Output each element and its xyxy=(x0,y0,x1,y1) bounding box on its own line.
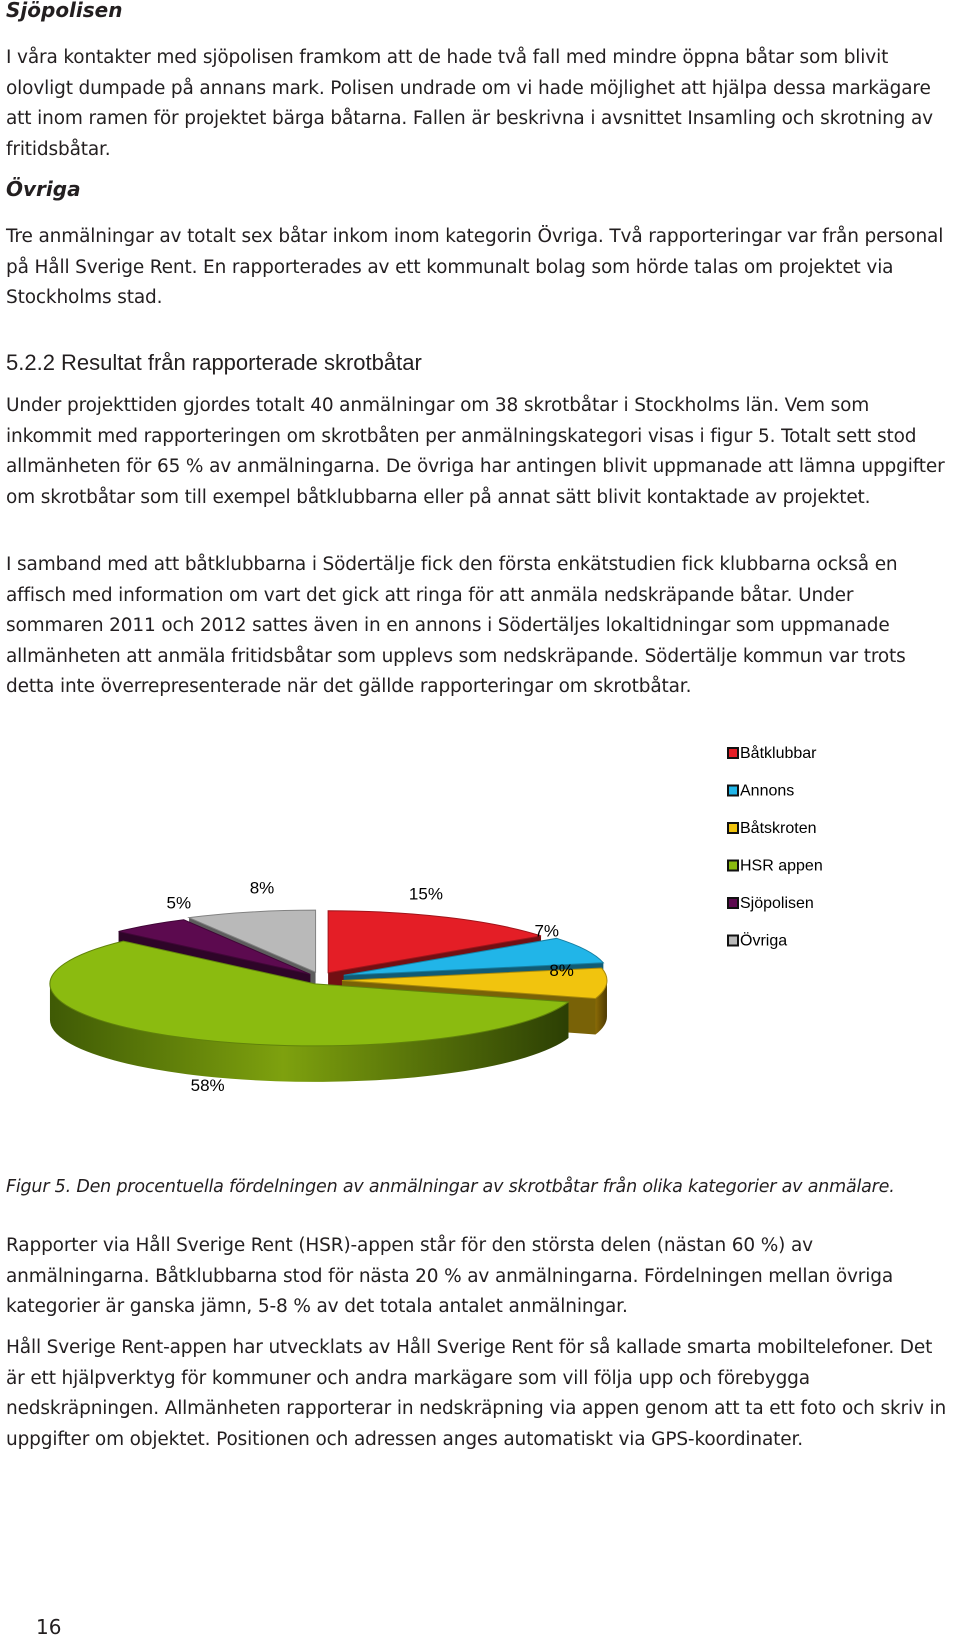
legend-item-annons xyxy=(728,783,794,800)
legend-item-ovriga xyxy=(728,932,787,950)
paragraph-sodertalje: I samband med att båtklubbarna i Södertälje fick den första enkätstudien fick klubbarna också en affisch med information om vart det gick att ringa för att anmäla nedskräpande båtar. Under sommaren 2011 och 2012 sattes även in en annons i Södertäljes lokaltidningar som uppmanade allmänheten att anmäla fritidsbåtar som upplevs som nedskräpande. Södertälje kommun var trots detta inte överrepresenterade när det gällde rapporteringar om skrotbåtar. xyxy=(6,554,906,697)
legend-label-annons: Annons xyxy=(740,782,795,800)
legend-swatch-ovriga xyxy=(728,936,738,946)
pie-chart xyxy=(0,745,960,1180)
heading-sjopolisen: Sjöpolisen xyxy=(6,0,123,22)
paragraph-sjopolisen: I våra kontakter med sjöpolisen framkom att de hade två fall med mindre öppna båtar som blivit olovligt dumpade på annans mark. Polisen undrade om vi hade möjlighet att hjälpa dessa markägare att inom ramen för projektet bärga båtarna. Fallen är beskrivna i avsnittet Insamling och skrotning av fritidsbåtar. xyxy=(6,47,933,160)
heading-ovriga: Övriga xyxy=(6,177,81,201)
legend-item-sjopolisen xyxy=(728,895,814,912)
data-label-annons: 7% xyxy=(534,921,560,941)
paragraph-results: Under projekttiden gjordes totalt 40 anmälningar om 38 skrotbåtar i Stockholms län. Vem som inkommit med rapporteringen om skrotbåten per anmälningskategori visas i figur 5. Totalt sett stod allmänheten för 65 % av anmälningarna. De övriga har antingen blivit uppmanade att lämna uppgifter om skrotbåtar som till exempel båtklubbarna eller på annat sätt blivit kontaktade av projektet. xyxy=(6,395,945,508)
legend-swatch-annons xyxy=(728,786,738,796)
paragraph-hsr-app: Håll Sverige Rent-appen har utvecklats av Håll Sverige Rent för så kallade smarta mobiltelefoner. Det är ett hjälpverktyg för kommuner och andra markägare som vill följa upp och förebygga nedskräpningen. Allmänheten rapporterar in nedskräpning via appen genom att ta ett foto och skriv in uppgifter om objektet. Positionen och adressen anges automatiskt via GPS-koordinater. xyxy=(6,1337,947,1450)
data-label-batklubbar: 15% xyxy=(408,884,443,904)
data-label-hsr-appen: 58% xyxy=(190,1076,225,1096)
legend-swatch-sjopolisen xyxy=(728,898,738,908)
legend-item-batskroten xyxy=(728,819,816,837)
legend-item-batklubbar xyxy=(728,744,817,762)
legend-swatch-batklubbar xyxy=(728,748,738,758)
legend-label-batskroten: Båtskroten xyxy=(740,820,817,837)
paragraph-ovriga: Tre anmälningar av totalt sex båtar inkom inom kategorin Övriga. Två rapporteringar var från personal på Håll Sverige Rent. En rapporterades av ett kommunalt bolag som hörde talas om projektet via Stockholms stad. xyxy=(6,226,944,308)
legend-item-hsr-appen xyxy=(728,858,823,875)
chart-legend xyxy=(728,744,823,950)
chart-slices xyxy=(50,910,607,1082)
legend-swatch-hsr-appen xyxy=(728,861,738,871)
legend-label-hsr-appen: HSR appen xyxy=(740,857,823,875)
section-heading: 5.2.2 Resultat från rapporterade skrotbåtar xyxy=(6,350,422,375)
figure-caption: Figur 5. Den procentuella fördelningen av anmälningar av skrotbåtar från olika kategorier av anmälare. xyxy=(6,1177,895,1197)
legend-label-sjopolisen: Sjöpolisen xyxy=(740,895,814,912)
data-label-sjopolisen: 5% xyxy=(166,893,192,913)
legend-swatch-batskroten xyxy=(728,823,738,833)
paragraph-hsr-share: Rapporter via Håll Sverige Rent (HSR)-appen står för den största delen (nästan 60 %) av anmälningarna. Båtklubbarna stod för nästa 20 % av anmälningarna. Fördelningen mellan övriga kategorier är ganska jämn, 5-8 % av det totala antalet anmälningar. xyxy=(6,1235,894,1317)
data-label-ovriga: 8% xyxy=(249,878,275,898)
data-label-batskroten: 8% xyxy=(549,960,574,980)
legend-label-ovriga: Övriga xyxy=(740,932,788,950)
page-number: 16 xyxy=(36,1615,62,1639)
legend-label-batklubbar: Båtklubbar xyxy=(740,745,817,762)
